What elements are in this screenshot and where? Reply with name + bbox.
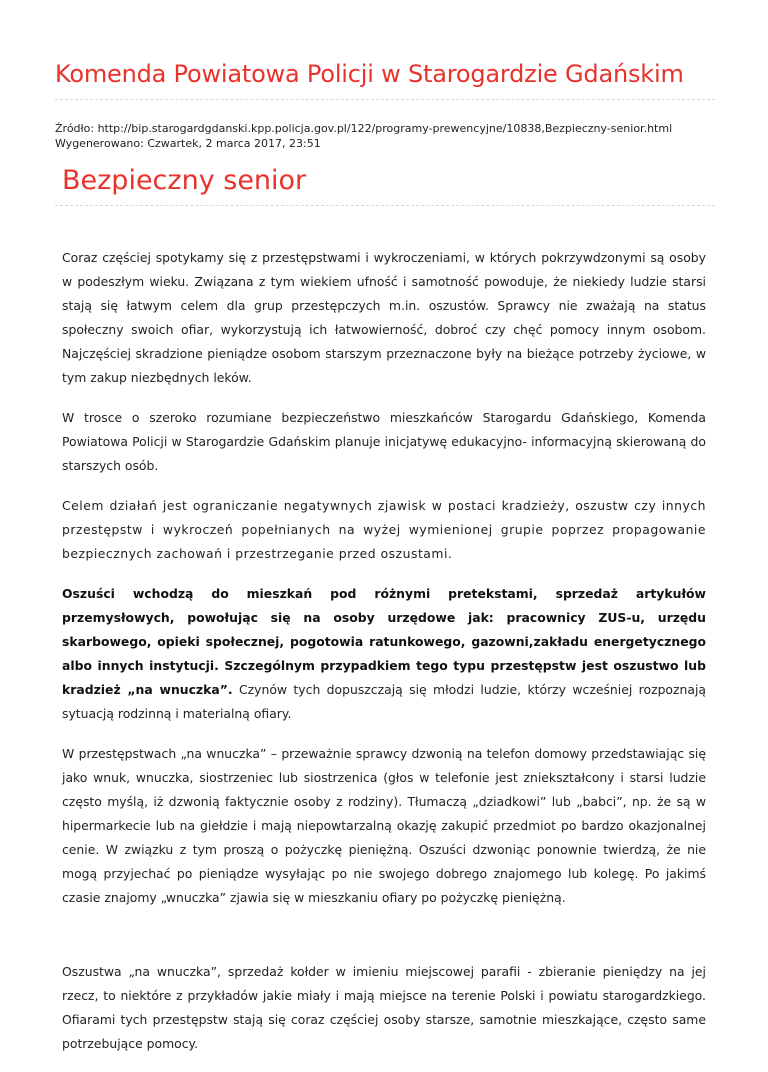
divider (55, 205, 715, 206)
paragraph: Oszustwa „na wnuczka”, sprzedaż kołder w imieniu miejscowej parafii - zbieranie pieniędzy na jej rzecz, to niektóre z przykładów jakie miały i mają miejsce na terenie Polski i powiatu starogardzkiego. Ofiarami tych przestępstw stają się coraz częściej osoby starsze, samotnie mieszkające, często same potrzebujące pomocy. (62, 964, 706, 1051)
page-title: Bezpieczny senior (62, 165, 307, 196)
source-url: Źródło: http://bip.starogardgdanski.kpp.policja.gov.pl/122/programy-prewencyjne/10838,Bezpieczny-senior.html (55, 122, 673, 135)
paragraph: Coraz częściej spotykamy się z przestępstwami i wykroczeniami, w których pokrzywdzonymi są osoby w podeszłym wieku. Związana z tym wiekiem ufność i samotność powoduje, że niekiedy ludzie starsi stają się łatwym celem dla grup przestępczych m.in. oszustów. Sprawcy nie zważają na status społeczny swoich ofiar, wykorzystują ich łatwowierność, dobroć czy chęć pomocy innym osobom. Najczęściej skradzione pieniądze osobom starszym przeznaczone były na bieżące potrzeby życiowe, w tym zakup niezbędnych leków. (62, 250, 706, 385)
site-title: Komenda Powiatowa Policji w Starogardzie Gdańskim (55, 60, 684, 88)
paragraph-text: Czynów tych dopuszczają się młodzi ludzie, którzy wcześniej rozpoznają sytuacją rodzinną i materialną ofiary. (62, 682, 706, 721)
divider (55, 99, 715, 100)
generated-date: Wygenerowano: Czwartek, 2 marca 2017, 23:51 (55, 137, 321, 150)
article-body (62, 246, 706, 1072)
paragraph (62, 582, 706, 726)
paragraph: Celem działań jest ograniczanie negatywnych zjawisk w postaci kradzieży, oszustw czy innych przestępstw i wykroczeń popełnianych na wyżej wymienionej grupie poprzez propagowanie bezpiecznych zachowań i przestrzeganie przed oszustami. (62, 498, 706, 561)
paragraph: W trosce o szeroko rozumiane bezpieczeństwo mieszkańców Starogardu Gdańskiego, Komenda Powiatowa Policji w Starogardzie Gdańskim planuje inicjatywę edukacyjno- informacyjną skierowaną do starszych osób. (62, 410, 706, 473)
paragraph: W przestępstwach „na wnuczka” – przeważnie sprawcy dzwonią na telefon domowy przedstawiając się jako wnuk, wnuczka, siostrzeniec lub siostrzenica (głos w telefonie jest zniekształcony i starsi ludzie często myślą, iż dzwonią faktycznie osoby z rodziny). Tłumaczą „dziadkowi” lub „babci”, np. że są w hipermarkecie lub na giełdzie i mają niepowtarzalną okazję zakupić przedmiot po bardzo okazjonalnej cenie. W związku z tym proszą o pożyczkę pieniężną. Oszuści dzwoniąc ponownie twierdzą, że nie mogą przyjechać po pieniądze wysyłając po nie swojego dobrego znajomego lub kolegę. Po jakimś czasie znajomy „wnuczka” zjawia się w mieszkaniu ofiary po pożyczkę pieniężną. (62, 746, 706, 905)
bold-text: Oszuści wchodzą do mieszkań pod różnymi pretekstami, sprzedaż artykułów przemysłowych, powołując się na osoby urzędowe jak: pracownicy ZUS-u, urzędu skarbowego, opieki społecznej, pogotowia ratunkowego, gazowni,zakładu energetycznego albo innych instytucji. Szczególnym przypadkiem tego typu przestępstw jest oszustwo lub kradzież „na wnuczka”. (62, 586, 706, 697)
document-meta (55, 121, 672, 151)
